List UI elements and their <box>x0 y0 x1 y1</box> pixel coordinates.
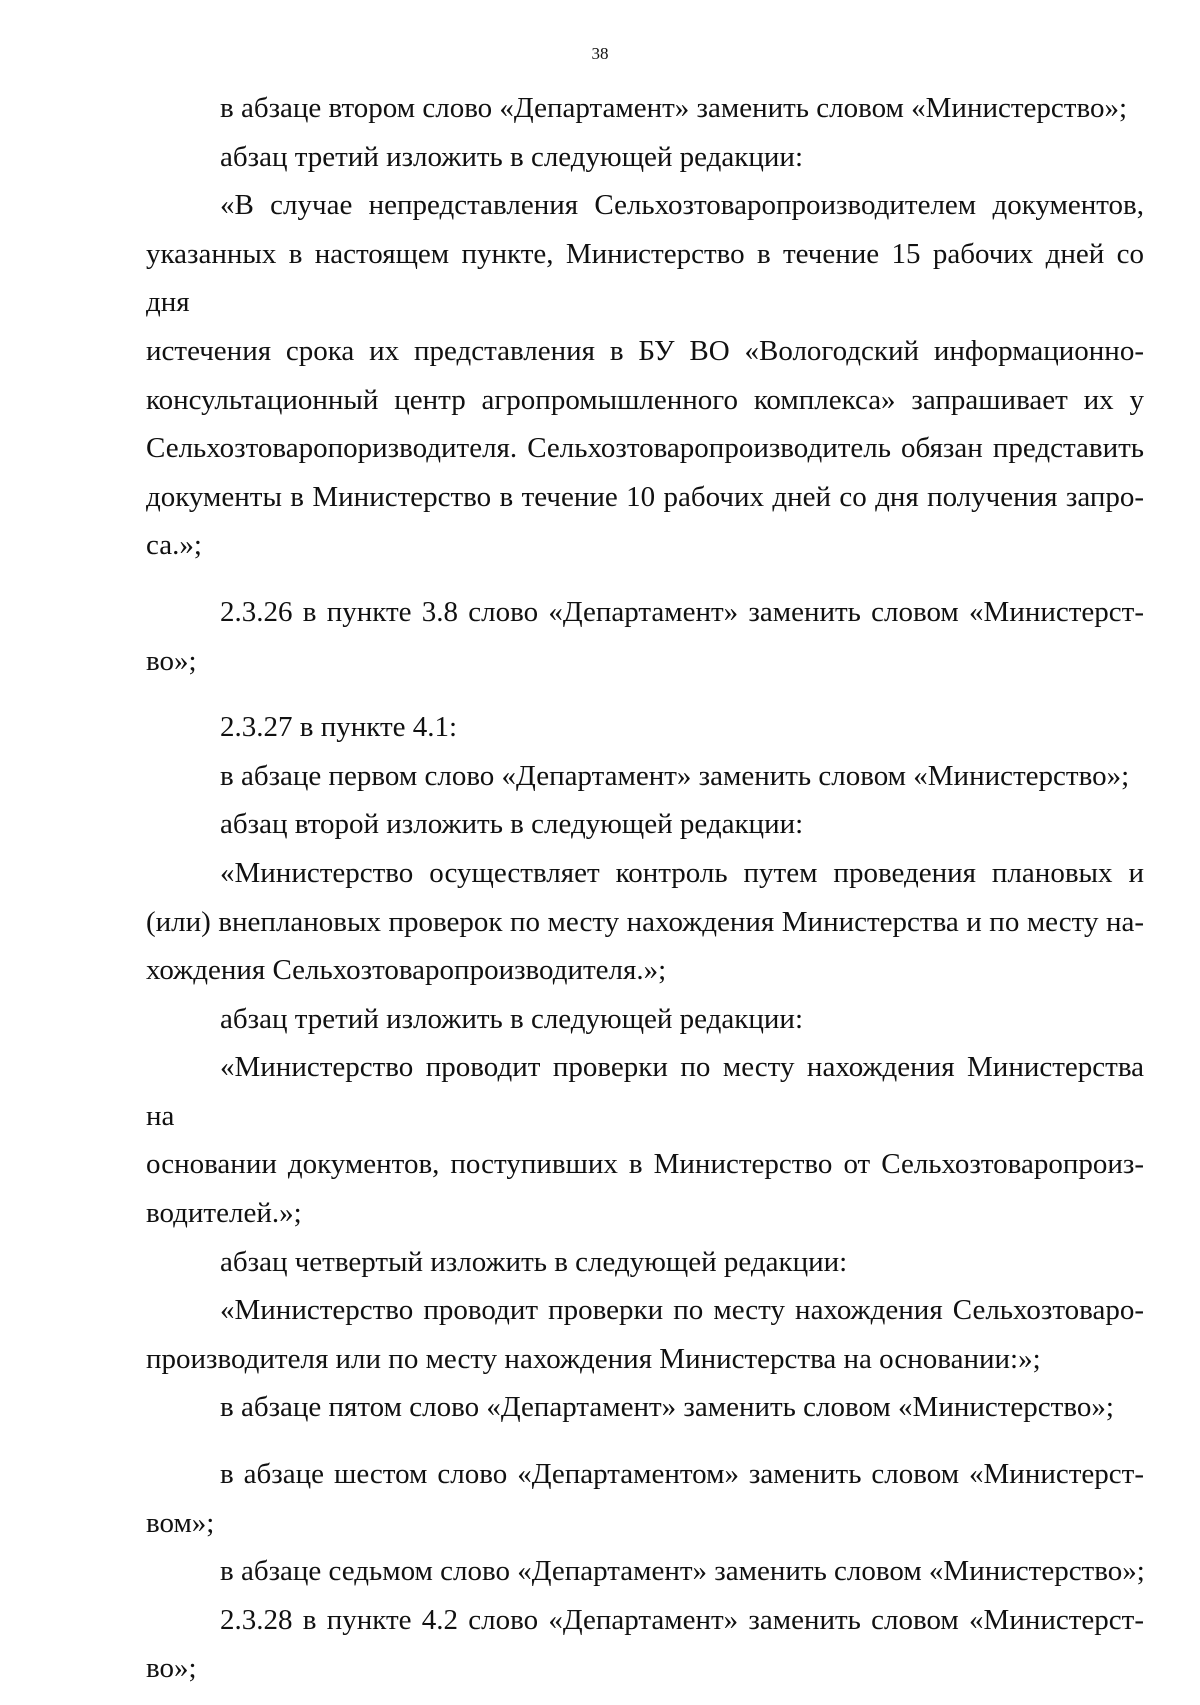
paragraph <box>146 1383 1144 1432</box>
paragraph <box>146 1043 1144 1237</box>
document-body <box>146 84 1144 1693</box>
text-line: «Министерство осуществляет контроль путем проведения плановых и <box>220 856 1144 889</box>
text-line: вом»; <box>146 1506 215 1539</box>
paragraph <box>146 1596 1144 1693</box>
text-line: в абзаце шестом слово «Департаментом» заменить словом «Министерст- <box>220 1458 1144 1491</box>
text-line: водителей.»; <box>146 1197 302 1230</box>
paragraph <box>146 588 1144 685</box>
text-line: в абзаце первом слово «Департамент» заменить словом «Министерство»; <box>220 759 1130 792</box>
text-line: 2.3.27 в пункте 4.1: <box>220 711 458 744</box>
text-line: хождения Сельхозтоваропроизводителя.»; <box>146 954 667 987</box>
text-line: «В случае непредставления Сельхозтоваропроизводителем документов, <box>220 189 1144 222</box>
text-line: в абзаце пятом слово «Департамент» заменить словом «Министерство»; <box>220 1391 1114 1424</box>
text-line: документы в Министерство в течение 10 рабочих дней со дня получения запро- <box>146 480 1144 513</box>
paragraph <box>146 1450 1144 1547</box>
text-line: указанных в настоящем пункте, Министерство в течение 15 рабочих дней со дня <box>146 237 1144 319</box>
text-line: во»; <box>146 644 197 677</box>
text-line: «Министерство проводит проверки по месту нахождения Министерства на <box>146 1051 1144 1132</box>
text-line: консультационный центр агропромышленного комплекса» запрашивает их у <box>146 383 1144 416</box>
text-line: са.»; <box>146 529 202 562</box>
paragraph <box>146 703 1144 752</box>
text-line: абзац третий изложить в следующей редакции: <box>220 1002 804 1035</box>
page-number: 38 <box>591 44 609 63</box>
paragraph <box>146 800 1144 849</box>
paragraph <box>146 133 1144 182</box>
paragraph <box>146 1286 1144 1383</box>
paragraph <box>146 849 1144 995</box>
text-line: «Министерство проводит проверки по месту нахождения Сельхозтоваро- <box>220 1294 1144 1327</box>
text-line: 2.3.26 в пункте 3.8 слово «Департамент» заменить словом «Министерст- <box>220 595 1144 628</box>
text-line: истечения срока их представления в БУ ВО «Вологодский информационно- <box>146 334 1144 367</box>
text-line: основании документов, поступивших в Министерство от Сельхозтоваропроиз- <box>146 1148 1144 1181</box>
text-line: 2.3.28 в пункте 4.2 слово «Департамент» заменить словом «Министерст- <box>220 1603 1144 1636</box>
text-line: абзац второй изложить в следующей редакции: <box>220 808 804 841</box>
paragraph <box>146 84 1144 133</box>
paragraph <box>146 181 1144 570</box>
text-line: в абзаце седьмом слово «Департамент» заменить словом «Министерство»; <box>220 1555 1145 1588</box>
paragraph <box>146 1238 1144 1287</box>
paragraph <box>146 1547 1144 1596</box>
text-line: Сельхозтоваропоризводителя. Сельхозтоваропроизводитель обязан представить <box>146 432 1144 465</box>
text-line: абзац четвертый изложить в следующей редакции: <box>220 1245 848 1278</box>
paragraph <box>146 995 1144 1044</box>
text-line: абзац третий изложить в следующей редакции: <box>220 140 804 173</box>
text-line: производителя или по месту нахождения Министерства на основании:»; <box>146 1342 1041 1375</box>
text-line: во»; <box>146 1652 197 1685</box>
text-line: в абзаце втором слово «Департамент» заменить словом «Министерство»; <box>220 92 1128 124</box>
text-line: (или) внеплановых проверок по месту нахождения Министерства и по месту на- <box>146 905 1144 938</box>
paragraph <box>146 752 1144 801</box>
